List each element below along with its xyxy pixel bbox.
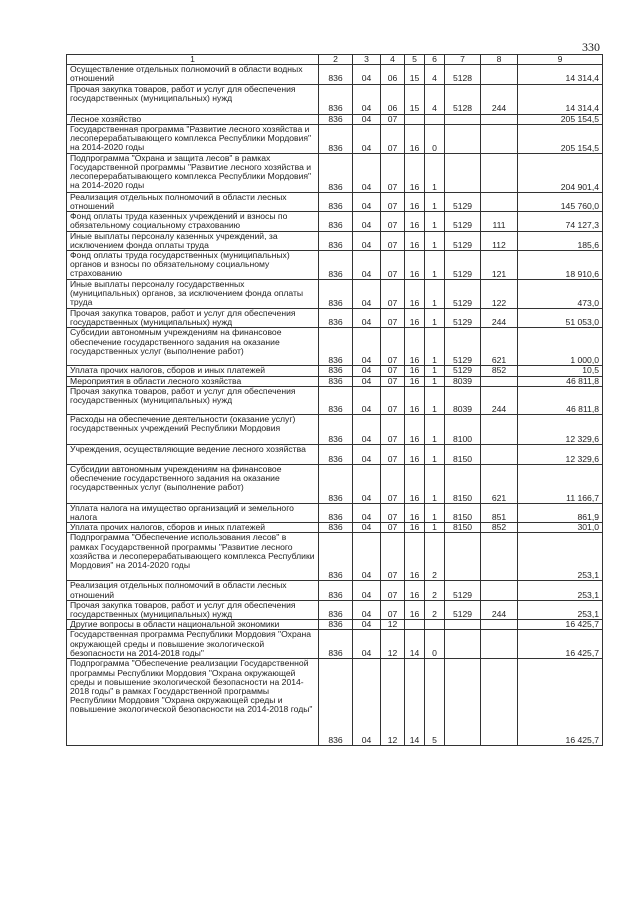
code-cell bbox=[481, 192, 518, 211]
row-name-cell: Иные выплаты персоналу казенных учреждений, за исключением фонда оплаты труда bbox=[67, 231, 319, 250]
amount-cell: 46 811,8 bbox=[518, 376, 603, 386]
table-row bbox=[67, 464, 603, 503]
table-row bbox=[67, 65, 603, 84]
code-cell: 8150 bbox=[445, 464, 481, 503]
table-row bbox=[67, 280, 603, 309]
code-cell: 04 bbox=[353, 414, 381, 444]
code-cell bbox=[481, 414, 518, 444]
row-name-cell: Иные выплаты персоналу государственных (муниципальных) органов, за исключением фонда оплаты труда bbox=[67, 280, 319, 309]
code-cell: 16 bbox=[405, 124, 425, 153]
row-name-cell: Субсидии автономным учреждениям на финансовое обеспечение государственного задания на оказание государственных услуг (выполнение работ) bbox=[67, 328, 319, 366]
amount-cell: 204 901,4 bbox=[518, 153, 603, 192]
code-cell: 836 bbox=[319, 503, 353, 522]
code-cell: 12 bbox=[381, 620, 405, 630]
code-cell: 5129 bbox=[445, 309, 481, 328]
row-name-cell: Прочая закупка товаров, работ и услуг для обеспечения государственных (муниципальных) нужд bbox=[67, 309, 319, 328]
table-row bbox=[67, 366, 603, 376]
code-cell: 1 bbox=[425, 503, 445, 522]
code-cell: 14 bbox=[405, 659, 425, 746]
code-cell: 07 bbox=[381, 523, 405, 533]
code-cell: 14 bbox=[405, 630, 425, 659]
code-cell: 0 bbox=[425, 630, 445, 659]
code-cell: 5 bbox=[425, 659, 445, 746]
code-cell: 04 bbox=[353, 114, 381, 124]
row-name-cell: Фонд оплаты труда государственных (муниципальных) органов и взносы по обязательному социальному страхованию bbox=[67, 251, 319, 280]
code-cell: 07 bbox=[381, 328, 405, 366]
amount-cell: 12 329,6 bbox=[518, 414, 603, 444]
code-cell: 07 bbox=[381, 386, 405, 414]
code-cell: 16 bbox=[405, 386, 425, 414]
row-name-cell: Прочая закупка товаров, работ и услуг для обеспечения государственных (муниципальных) нужд bbox=[67, 84, 319, 114]
code-cell: 836 bbox=[319, 630, 353, 659]
code-cell: 836 bbox=[319, 280, 353, 309]
amount-cell: 145 760,0 bbox=[518, 192, 603, 211]
code-cell bbox=[481, 114, 518, 124]
code-cell: 836 bbox=[319, 251, 353, 280]
code-cell: 12 bbox=[381, 659, 405, 746]
code-cell: 04 bbox=[353, 630, 381, 659]
table-row bbox=[67, 376, 603, 386]
code-cell: 1 bbox=[425, 328, 445, 366]
amount-cell: 253,1 bbox=[518, 533, 603, 581]
code-cell: 04 bbox=[353, 620, 381, 630]
code-cell: 2 bbox=[425, 533, 445, 581]
code-cell: 851 bbox=[481, 503, 518, 522]
amount-cell: 51 053,0 bbox=[518, 309, 603, 328]
amount-cell: 16 425,7 bbox=[518, 630, 603, 659]
code-cell: 04 bbox=[353, 153, 381, 192]
code-cell: 07 bbox=[381, 581, 405, 600]
column-header: 9 bbox=[518, 55, 603, 65]
code-cell: 07 bbox=[381, 251, 405, 280]
amount-cell: 14 314,4 bbox=[518, 65, 603, 84]
code-cell: 07 bbox=[381, 280, 405, 309]
code-cell: 1 bbox=[425, 309, 445, 328]
amount-cell: 14 314,4 bbox=[518, 84, 603, 114]
code-cell: 5129 bbox=[445, 280, 481, 309]
code-cell: 836 bbox=[319, 376, 353, 386]
code-cell: 07 bbox=[381, 503, 405, 522]
table-body bbox=[67, 65, 603, 746]
amount-cell: 253,1 bbox=[518, 600, 603, 619]
code-cell: 5129 bbox=[445, 212, 481, 231]
row-name-cell: Лесное хозяйство bbox=[67, 114, 319, 124]
code-cell: 07 bbox=[381, 600, 405, 619]
code-cell: 04 bbox=[353, 581, 381, 600]
code-cell: 836 bbox=[319, 414, 353, 444]
column-header: 6 bbox=[425, 55, 445, 65]
code-cell: 04 bbox=[353, 386, 381, 414]
row-name-cell: Уплата налога на имущество организаций и земельного налога bbox=[67, 503, 319, 522]
code-cell: 836 bbox=[319, 366, 353, 376]
code-cell bbox=[425, 114, 445, 124]
code-cell: 16 bbox=[405, 376, 425, 386]
table-row bbox=[67, 114, 603, 124]
code-cell: 4 bbox=[425, 84, 445, 114]
code-cell bbox=[445, 114, 481, 124]
amount-cell: 18 910,6 bbox=[518, 251, 603, 280]
code-cell: 07 bbox=[381, 309, 405, 328]
code-cell: 836 bbox=[319, 659, 353, 746]
table-row bbox=[67, 659, 603, 746]
code-cell: 5129 bbox=[445, 231, 481, 250]
code-cell bbox=[481, 153, 518, 192]
code-cell: 836 bbox=[319, 114, 353, 124]
code-cell: 1 bbox=[425, 280, 445, 309]
amount-cell: 861,9 bbox=[518, 503, 603, 522]
code-cell: 4 bbox=[425, 65, 445, 84]
row-name-cell: Расходы на обеспечение деятельности (оказание услуг) государственных учреждений Республики Мордовия bbox=[67, 414, 319, 444]
column-header: 5 bbox=[405, 55, 425, 65]
code-cell: 04 bbox=[353, 523, 381, 533]
code-cell: 852 bbox=[481, 523, 518, 533]
amount-cell: 74 127,3 bbox=[518, 212, 603, 231]
row-name-cell: Подпрограмма "Охрана и защита лесов" в рамках Государственной программы "Развитие лесного хозяйства и лесоперерабатывающего комплекса Республики Мордовия" на 2014-2020 годы bbox=[67, 153, 319, 192]
table-row bbox=[67, 630, 603, 659]
code-cell: 04 bbox=[353, 366, 381, 376]
code-cell: 04 bbox=[353, 65, 381, 84]
code-cell: 836 bbox=[319, 153, 353, 192]
table-row bbox=[67, 386, 603, 414]
code-cell bbox=[405, 620, 425, 630]
code-cell bbox=[481, 659, 518, 746]
code-cell: 16 bbox=[405, 231, 425, 250]
amount-cell: 16 425,7 bbox=[518, 620, 603, 630]
table-row bbox=[67, 84, 603, 114]
table-row bbox=[67, 620, 603, 630]
row-name-cell: Подпрограмма "Обеспечение использования лесов" в рамках Государственной программы "Развитие лесного хозяйства и лесоперерабатывающего комплекса Республики Мордовия" на 2014-2020 годы bbox=[67, 533, 319, 581]
code-cell bbox=[481, 581, 518, 600]
code-cell: 04 bbox=[353, 280, 381, 309]
code-cell: 621 bbox=[481, 464, 518, 503]
table-row bbox=[67, 600, 603, 619]
amount-cell: 185,6 bbox=[518, 231, 603, 250]
code-cell: 8150 bbox=[445, 444, 481, 464]
code-cell: 04 bbox=[353, 192, 381, 211]
code-cell bbox=[481, 444, 518, 464]
row-name-cell: Учреждения, осуществляющие ведение лесного хозяйства bbox=[67, 444, 319, 464]
code-cell bbox=[445, 533, 481, 581]
amount-cell: 12 329,6 bbox=[518, 444, 603, 464]
row-name-cell: Осуществление отдельных полномочий в области водных отношений bbox=[67, 65, 319, 84]
row-name-cell: Уплата прочих налогов, сборов и иных платежей bbox=[67, 523, 319, 533]
code-cell: 1 bbox=[425, 212, 445, 231]
table-row bbox=[67, 533, 603, 581]
table-row bbox=[67, 124, 603, 153]
code-cell: 07 bbox=[381, 124, 405, 153]
table-row bbox=[67, 192, 603, 211]
code-cell: 16 bbox=[405, 533, 425, 581]
table-row bbox=[67, 212, 603, 231]
code-cell: 16 bbox=[405, 309, 425, 328]
amount-cell: 11 166,7 bbox=[518, 464, 603, 503]
code-cell bbox=[425, 620, 445, 630]
code-cell: 07 bbox=[381, 366, 405, 376]
code-cell: 8039 bbox=[445, 386, 481, 414]
row-name-cell: Государственная программа "Развитие лесного хозяйства и лесоперерабатывающего комплекса Республики Мордовия" на 2014-2020 годы bbox=[67, 124, 319, 153]
amount-cell: 253,1 bbox=[518, 581, 603, 600]
row-name-cell: Другие вопросы в области национальной экономики bbox=[67, 620, 319, 630]
code-cell: 112 bbox=[481, 231, 518, 250]
code-cell bbox=[445, 659, 481, 746]
code-cell: 06 bbox=[381, 84, 405, 114]
code-cell bbox=[481, 630, 518, 659]
row-name-cell: Государственная программа Республики Мордовия "Охрана окружающей среды и повышение экологической безопасности на 2014-2018 годы" bbox=[67, 630, 319, 659]
code-cell: 07 bbox=[381, 114, 405, 124]
code-cell: 04 bbox=[353, 503, 381, 522]
code-cell: 04 bbox=[353, 212, 381, 231]
code-cell: 16 bbox=[405, 444, 425, 464]
code-cell bbox=[405, 114, 425, 124]
code-cell: 244 bbox=[481, 600, 518, 619]
code-cell: 1 bbox=[425, 414, 445, 444]
code-cell: 836 bbox=[319, 533, 353, 581]
code-cell: 836 bbox=[319, 231, 353, 250]
column-header: 4 bbox=[381, 55, 405, 65]
code-cell: 836 bbox=[319, 124, 353, 153]
code-cell: 2 bbox=[425, 600, 445, 619]
code-cell bbox=[481, 620, 518, 630]
code-cell: 5129 bbox=[445, 366, 481, 376]
code-cell: 852 bbox=[481, 366, 518, 376]
row-name-cell: Прочая закупка товаров, работ и услуг для обеспечения государственных (муниципальных) нужд bbox=[67, 386, 319, 414]
code-cell: 836 bbox=[319, 464, 353, 503]
code-cell: 04 bbox=[353, 376, 381, 386]
code-cell: 244 bbox=[481, 309, 518, 328]
header-row bbox=[67, 55, 603, 65]
code-cell: 16 bbox=[405, 192, 425, 211]
amount-cell: 301,0 bbox=[518, 523, 603, 533]
amount-cell: 205 154,5 bbox=[518, 124, 603, 153]
code-cell: 836 bbox=[319, 84, 353, 114]
table-row bbox=[67, 581, 603, 600]
row-name-cell: Подпрограмма "Обеспечение реализации Государственной программы Республики Мордовия "Охрана окружающей среды и повышение экологической безопасности на 2014-2018 годы" в рамках Государственной программы Республики Мордовия "Охрана окружающей среды и повышение экологической безопасности на 2014-2018 годы" bbox=[67, 659, 319, 746]
code-cell: 04 bbox=[353, 124, 381, 153]
amount-cell: 473,0 bbox=[518, 280, 603, 309]
column-header: 8 bbox=[481, 55, 518, 65]
table-row bbox=[67, 328, 603, 366]
code-cell: 8150 bbox=[445, 503, 481, 522]
code-cell bbox=[481, 376, 518, 386]
code-cell: 2 bbox=[425, 581, 445, 600]
code-cell: 8039 bbox=[445, 376, 481, 386]
code-cell: 16 bbox=[405, 581, 425, 600]
row-name-cell: Фонд оплаты труда казенных учреждений и взносы по обязательному социальному страхованию bbox=[67, 212, 319, 231]
page-number: 330 bbox=[582, 40, 600, 54]
table-row bbox=[67, 414, 603, 444]
code-cell: 12 bbox=[381, 630, 405, 659]
code-cell: 5128 bbox=[445, 84, 481, 114]
code-cell bbox=[445, 620, 481, 630]
table-row bbox=[67, 309, 603, 328]
code-cell: 04 bbox=[353, 600, 381, 619]
amount-cell: 16 425,7 bbox=[518, 659, 603, 746]
code-cell: 16 bbox=[405, 328, 425, 366]
code-cell: 244 bbox=[481, 84, 518, 114]
code-cell bbox=[481, 65, 518, 84]
table-row bbox=[67, 153, 603, 192]
table-row bbox=[67, 523, 603, 533]
code-cell: 621 bbox=[481, 328, 518, 366]
code-cell: 122 bbox=[481, 280, 518, 309]
table-row bbox=[67, 444, 603, 464]
code-cell: 836 bbox=[319, 65, 353, 84]
code-cell: 1 bbox=[425, 386, 445, 414]
code-cell: 04 bbox=[353, 84, 381, 114]
table-row bbox=[67, 251, 603, 280]
code-cell: 04 bbox=[353, 533, 381, 581]
code-cell: 15 bbox=[405, 84, 425, 114]
code-cell: 836 bbox=[319, 328, 353, 366]
code-cell: 16 bbox=[405, 153, 425, 192]
code-cell: 836 bbox=[319, 212, 353, 231]
column-header: 7 bbox=[445, 55, 481, 65]
code-cell: 1 bbox=[425, 231, 445, 250]
code-cell: 5128 bbox=[445, 65, 481, 84]
code-cell bbox=[445, 124, 481, 153]
row-name-cell: Реализация отдельных полномочий в области лесных отношений bbox=[67, 581, 319, 600]
code-cell: 16 bbox=[405, 464, 425, 503]
code-cell: 8100 bbox=[445, 414, 481, 444]
code-cell: 5129 bbox=[445, 328, 481, 366]
code-cell: 0 bbox=[425, 124, 445, 153]
amount-cell: 1 000,0 bbox=[518, 328, 603, 366]
row-name-cell: Субсидии автономным учреждениям на финансовое обеспечение государственного задания на оказание государственных услуг (выполнение работ) bbox=[67, 464, 319, 503]
table-row bbox=[67, 231, 603, 250]
code-cell: 07 bbox=[381, 414, 405, 444]
code-cell: 836 bbox=[319, 620, 353, 630]
table-row bbox=[67, 503, 603, 522]
code-cell: 1 bbox=[425, 376, 445, 386]
code-cell: 04 bbox=[353, 251, 381, 280]
code-cell: 04 bbox=[353, 659, 381, 746]
code-cell: 07 bbox=[381, 533, 405, 581]
code-cell: 07 bbox=[381, 464, 405, 503]
code-cell: 16 bbox=[405, 366, 425, 376]
code-cell: 5129 bbox=[445, 251, 481, 280]
code-cell: 111 bbox=[481, 212, 518, 231]
column-header: 1 bbox=[67, 55, 319, 65]
row-name-cell: Прочая закупка товаров, работ и услуг для обеспечения государственных (муниципальных) нужд bbox=[67, 600, 319, 619]
budget-table bbox=[66, 54, 603, 746]
code-cell: 16 bbox=[405, 212, 425, 231]
code-cell: 1 bbox=[425, 366, 445, 376]
code-cell: 07 bbox=[381, 231, 405, 250]
code-cell: 07 bbox=[381, 212, 405, 231]
code-cell bbox=[481, 533, 518, 581]
column-header: 3 bbox=[353, 55, 381, 65]
code-cell: 06 bbox=[381, 65, 405, 84]
code-cell: 836 bbox=[319, 600, 353, 619]
code-cell: 15 bbox=[405, 65, 425, 84]
code-cell: 1 bbox=[425, 251, 445, 280]
code-cell bbox=[445, 153, 481, 192]
code-cell: 836 bbox=[319, 581, 353, 600]
code-cell: 07 bbox=[381, 444, 405, 464]
code-cell: 244 bbox=[481, 386, 518, 414]
amount-cell: 205 154,5 bbox=[518, 114, 603, 124]
code-cell: 04 bbox=[353, 231, 381, 250]
code-cell: 1 bbox=[425, 523, 445, 533]
row-name-cell: Мероприятия в области лесного хозяйства bbox=[67, 376, 319, 386]
code-cell: 04 bbox=[353, 309, 381, 328]
code-cell: 121 bbox=[481, 251, 518, 280]
row-name-cell: Реализация отдельных полномочий в области лесных отношений bbox=[67, 192, 319, 211]
code-cell: 836 bbox=[319, 444, 353, 464]
code-cell bbox=[481, 124, 518, 153]
code-cell: 04 bbox=[353, 444, 381, 464]
code-cell: 1 bbox=[425, 444, 445, 464]
code-cell bbox=[445, 630, 481, 659]
column-header: 2 bbox=[319, 55, 353, 65]
code-cell: 16 bbox=[405, 251, 425, 280]
code-cell: 04 bbox=[353, 328, 381, 366]
code-cell: 836 bbox=[319, 309, 353, 328]
row-name-cell: Уплата прочих налогов, сборов и иных платежей bbox=[67, 366, 319, 376]
amount-cell: 10,5 bbox=[518, 366, 603, 376]
code-cell: 16 bbox=[405, 280, 425, 309]
code-cell: 07 bbox=[381, 376, 405, 386]
amount-cell: 46 811,8 bbox=[518, 386, 603, 414]
code-cell: 16 bbox=[405, 414, 425, 444]
code-cell: 836 bbox=[319, 192, 353, 211]
code-cell: 1 bbox=[425, 464, 445, 503]
code-cell: 5129 bbox=[445, 600, 481, 619]
code-cell: 07 bbox=[381, 192, 405, 211]
code-cell: 16 bbox=[405, 523, 425, 533]
code-cell: 07 bbox=[381, 153, 405, 192]
code-cell: 1 bbox=[425, 192, 445, 211]
code-cell: 8150 bbox=[445, 523, 481, 533]
code-cell: 5129 bbox=[445, 192, 481, 211]
code-cell: 5129 bbox=[445, 581, 481, 600]
code-cell: 1 bbox=[425, 153, 445, 192]
code-cell: 16 bbox=[405, 600, 425, 619]
code-cell: 16 bbox=[405, 503, 425, 522]
code-cell: 04 bbox=[353, 464, 381, 503]
code-cell: 836 bbox=[319, 523, 353, 533]
code-cell: 836 bbox=[319, 386, 353, 414]
